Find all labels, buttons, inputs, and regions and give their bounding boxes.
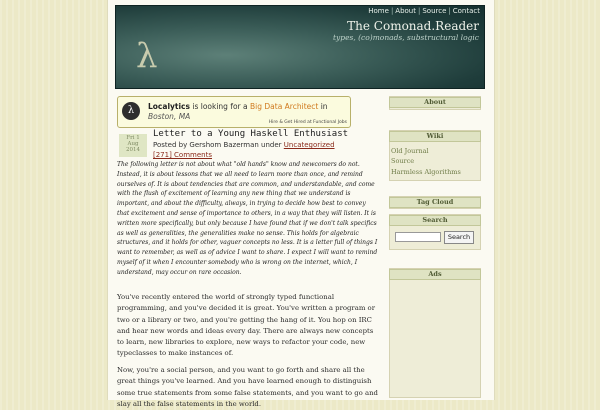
wiki-heading: Wiki	[389, 131, 481, 142]
post-date-day: Fri 1	[126, 135, 140, 141]
post-category-link[interactable]: Uncategorized	[283, 141, 335, 149]
nav-home-link[interactable]: Home	[368, 7, 389, 15]
post-date-badge	[119, 134, 147, 157]
site-header	[115, 5, 485, 89]
post-paragraph: You've recently entered the world of strongly typed functional programming, and you've decided it is great. You've written a program or two or a library or two, and you're getting the hang of it. You hop on IRC and hear new words and ideas every day. There are always new concepts to learn, new libraries to explore, new ways to refactor your code, new typeclasses to make instances of.	[117, 293, 375, 358]
post-intro: The following letter is not about what "old hands" know and newcomers do not. Instead, it is about lessons that we all need to learn more than once, and remind ourselves of. It is about tendencies that are common, and understandable, and come with the flush of excitement of learning any new thing that we understand is important, and about the difficulty, always, in trying to decide how best to convey that excitement and sense of importance to others, in a way that they will listen. It is written more specifically, but only because I have found that if we don't talk specifics as well as generalities, the generalities make no sense. This holds for algebraic structures, and it holds for other, vaguer concepts no less. It is a letter full of things I want to remember, as well as of advice I want to share. I expect I will want to remind myself of it when I encounter somebody who is wrong on the internet, which, I understand, may occur on rare occasion.	[117, 161, 378, 276]
post-date-month: Aug	[127, 141, 139, 147]
post-paragraph: Now, you're a social person, and you want to go forth and share all the great things you've learned. And you have learned enough to distinguish some true statements from some false statements, and you want to go and slay all the false statements in the world.	[117, 366, 378, 408]
job-ad-banner[interactable]	[117, 96, 351, 128]
post-byline	[153, 141, 335, 149]
wiki-link-harmless-algorithms[interactable]: Harmless Algorithms	[391, 168, 461, 176]
ad-job-link[interactable]: Big Data Architect	[250, 102, 319, 111]
ads-panel	[389, 268, 481, 398]
tag-cloud-heading: Tag Cloud	[389, 197, 481, 208]
ad-tagline[interactable]: Hire & Get Hired at Functional Jobs	[268, 120, 347, 125]
about-heading: About	[389, 97, 481, 108]
ads-heading: Ads	[389, 269, 481, 280]
site-tagline: types, (co)monads, substructural logic	[333, 33, 479, 42]
wiki-link-old-journal[interactable]: Old Journal	[391, 147, 429, 155]
nav-about-link[interactable]: About	[395, 7, 416, 15]
wiki-link-source[interactable]: Source	[391, 157, 415, 165]
site-title[interactable]: The Comonad.Reader	[347, 19, 479, 33]
ad-headline	[148, 102, 328, 111]
ad-text: is looking for a	[192, 102, 248, 111]
top-nav: Home | About | Source | Contact	[368, 7, 480, 15]
lambda-logo-icon: λ	[122, 102, 140, 120]
post-comments-link[interactable]: [271] Comments	[153, 151, 212, 159]
nav-source-link[interactable]: Source	[422, 7, 447, 15]
ad-text: in	[320, 102, 328, 111]
post-author-text: Posted by Gershom Bazerman under	[153, 141, 282, 149]
search-input[interactable]	[395, 232, 441, 242]
post-date-year: 2014	[126, 147, 140, 153]
search-button[interactable]: Search	[444, 231, 474, 244]
ad-location: Boston, MA	[148, 112, 191, 121]
ad-company: Localytics	[148, 102, 190, 111]
lambda-logo-icon: λ	[136, 36, 158, 76]
search-heading: Search	[389, 215, 481, 226]
nav-contact-link[interactable]: Contact	[452, 7, 480, 15]
post-title-link[interactable]: Letter to a Young Haskell Enthusiast	[153, 129, 349, 139]
